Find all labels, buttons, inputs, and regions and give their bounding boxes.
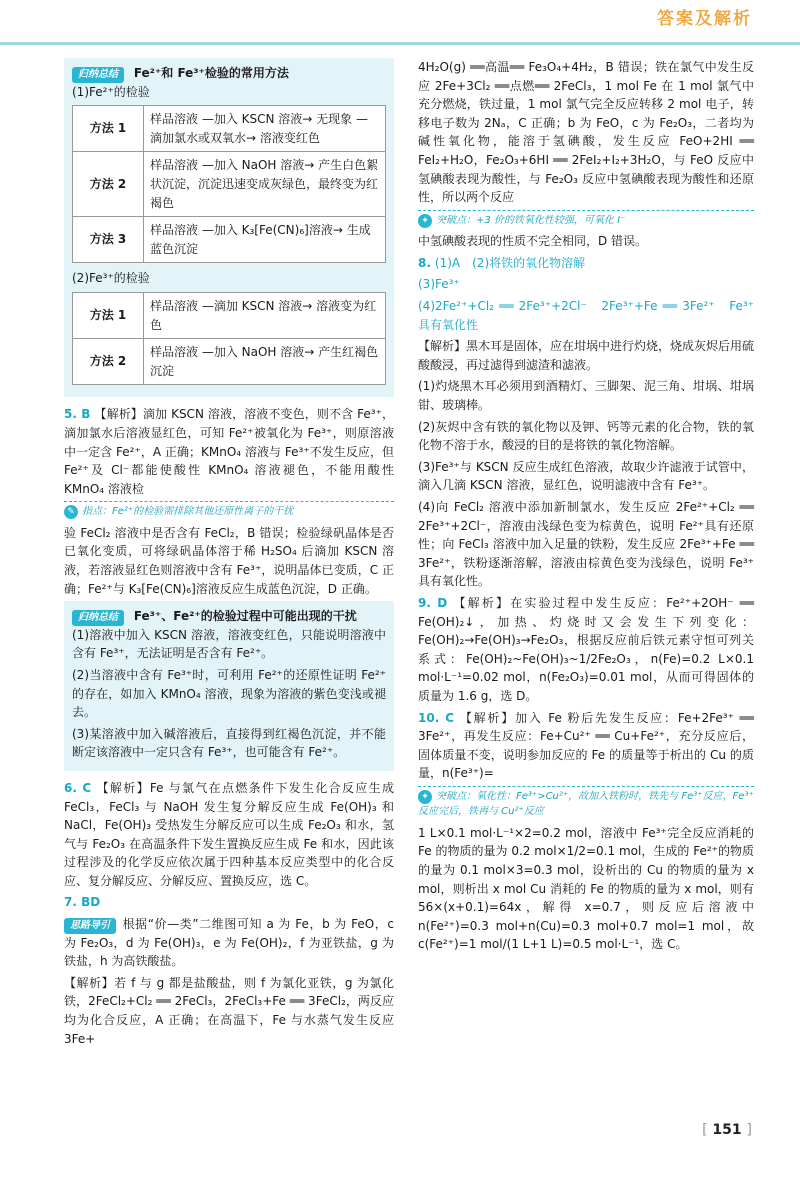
table-row: [73, 217, 386, 263]
q6-number: 6. C: [64, 780, 92, 795]
q7-analysis: 【解析】若 f 与 g 都是盐酸盐，则 f 为氯化亚铁，g 为氯化铁，2FeCl₂+Cl₂ ══ 2FeCl₃，2FeCl₃+Fe ══ 3FeCl₂，两反应均为化合反应，A 正确；在高温下，Fe 与水蒸气发生反应 3Fe+: [64, 975, 394, 1046]
question-10: [418, 709, 754, 955]
list-item: (3)某溶液中加入碱溶液后，直接得到红褐色沉淀，并不能断定该溶液中一定只含有 Fe³⁺，也可能含有 Fe²⁺。: [72, 726, 386, 760]
question-7-continued: [418, 58, 754, 251]
question-6: [64, 779, 394, 891]
q10-number: 10. C: [418, 710, 455, 725]
q8-number: 8.: [418, 255, 431, 270]
q9-number: 9. D: [418, 595, 448, 610]
q7-number: 7. BD: [64, 895, 101, 910]
list-item: (2)当溶液中含有 Fe³⁺时，可利用 Fe²⁺的还原性证明 Fe²⁺的存在，如加入 KMnO₄ 溶液，现象为溶液的紫色变浅或褪去。: [72, 667, 386, 720]
fe2-method-table: [72, 105, 386, 263]
list-item: (1)溶液中加入 KSCN 溶液，溶液变红色，只能说明溶液中含有 Fe³⁺，无法证明是否含有 Fe²⁺。: [72, 627, 386, 661]
right-column: [418, 58, 754, 957]
method-text: 样品溶液 —滴加 KSCN 溶液→ 溶液变为红色: [144, 292, 386, 338]
question-9: [418, 594, 754, 706]
q5-number: 5. B: [64, 407, 91, 422]
fe3-method-table: [72, 292, 386, 385]
fe2-heading: (1)Fe²⁺的检验: [72, 84, 150, 99]
method-label: 方法 2: [73, 152, 144, 217]
page-number: [702, 1120, 752, 1142]
summary-box-2: [64, 601, 394, 771]
method-text: 样品溶液 —加入 K₃[Fe(CN)₆]溶液→ 生成蓝色沉淀: [144, 217, 386, 263]
pointer-icon: ✎: [64, 505, 78, 519]
q7-guide: 根据“价—类”二维图可知 a 为 Fe，b 为 FeO，c 为 Fe₂O₃，d 为 Fe(OH)₃，e 为 Fe(OH)₂，f 为亚铁盐，g 为铁盐，h 为高铁酸盐。: [64, 917, 394, 969]
q6-analysis: 【解析】Fe 与氯气在点燃条件下发生化合反应生成 FeCl₃，FeCl₃ 与 NaOH 发生复分解反应生成 Fe(OH)₃ 和 NaCl，Fe(OH)₃ 受热发生分解反应可以生成 Fe₂O₃ 和水，氢气与 Fe₂O₃ 在高温条件下发生置换反应生成 Fe 和水，因此该过程涉及的化学反应依次属于四种基本反应类型中的化合反应、复分解反应、分解反应、置换反应，选 C。: [64, 780, 394, 888]
q8-answer-3: (4)2Fe²⁺+Cl₂ ══ 2Fe³⁺+2Cl⁻ 2Fe³⁺+Fe ══ 3Fe²⁺ Fe³⁺具有氧化性: [418, 299, 754, 332]
q7-cont-2: 中氢碘酸表现的性质不完全相同，D 错误。: [418, 234, 648, 249]
breakthrough-icon: ✦: [418, 214, 432, 228]
q5-analysis-1: 【解析】滴加 KSCN 溶液，溶液不变色，则不含 Fe³⁺，滴加氯水后溶液显红色，可知 Fe²⁺被氧化为 Fe³⁺，则原溶液中一定含 Fe²⁺，A 正确；KMnO₄ 溶液与 Fe³⁺不发生反应，但 Fe²⁺及 Cl⁻都能使酸性 KMnO₄ 溶液褪色，不能用酸性 KMnO₄ 溶液检: [64, 407, 395, 496]
q10-analysis-1: 【解析】加入 Fe 粉后先发生反应：Fe+2Fe³⁺ ══ 3Fe²⁺，再发生反应：Fe+Cu²⁺ ══ Cu+Fe²⁺，充分反应后，固体质量不变，说明参加反应的 Fe 的质量等于析出的 Cu 的质量，n(Fe³⁺)=: [418, 710, 754, 781]
q5-note: [64, 501, 394, 520]
method-label: 方法 2: [73, 339, 144, 385]
method-text: 样品溶液 —加入 NaOH 溶液→ 产生白色絮状沉淀，沉淀迅速变成灰绿色，最终变为红褐色: [144, 152, 386, 217]
method-label: 方法 3: [73, 217, 144, 263]
summary-title: Fe²⁺和 Fe³⁺检验的常用方法: [133, 66, 289, 80]
method-text: 样品溶液 —加入 NaOH 溶液→ 产生红褐色沉淀: [144, 339, 386, 385]
bracket-right-icon: ]: [746, 1122, 752, 1138]
q5-note-text: 指点：Fe²⁺的检验需排除其他还原性离子的干扰: [82, 506, 294, 518]
q8-paragraph: (3)Fe³⁺与 KSCN 反应生成红色溶液，故取少许滤液于试管中，滴入几滴 KSCN 溶液，显红色，说明滤液中含有 Fe³⁺。: [418, 459, 754, 493]
summary-tag: 归纳总结: [72, 67, 124, 83]
guide-tag: 思路导引: [64, 918, 116, 934]
q8-paragraph: 【解析】黑木耳是固体，应在坩埚中进行灼烧，烧成灰烬后用硫酸酸浸，再过滤得到滤渣和滤液。: [418, 339, 755, 372]
header-divider: [0, 42, 800, 45]
table-row: [73, 106, 386, 152]
question-7: [64, 893, 394, 1048]
q8-paragraph: (4)向 FeCl₂ 溶液中添加新制氯水，发生反应 2Fe²⁺+Cl₂ ══ 2Fe³⁺+2Cl⁻，溶液由浅绿色变为棕黄色，说明 Fe²⁺具有还原性；向 FeCl₃ 溶液中加入足量的铁粉，发生反应 2Fe³⁺+Fe ══ 3Fe²⁺，铁粉逐渐溶解，溶液由棕黄色变为浅绿色，说明 Fe³⁺具有氧化性。: [418, 499, 754, 589]
fe3-heading: (2)Fe³⁺的检验: [72, 271, 150, 286]
q5-analysis-2: 验 FeCl₂ 溶液中是否含有 FeCl₂，B 错误；检验绿矾晶体是否已氧化变质，可将绿矾晶体溶于稀 H₂SO₄ 后滴加 KSCN 溶液，若溶液显红色则溶液中含有 Fe³⁺，说明晶体已变质，C 正确；Fe²⁺与 K₃[Fe(CN)₆]溶液反应生成蓝色沉淀，D 正确。: [64, 525, 394, 596]
header-title: 答案及解析: [657, 9, 752, 29]
q10-note-text: 突破点：氧化性：Fe³⁺>Cu²⁺，故加入铁粉时，铁先与 Fe³⁺反应，Fe³⁺反应完后，铁再与 Cu²⁺反应: [418, 790, 754, 818]
breakthrough-icon: ✦: [418, 790, 432, 804]
method-label: 方法 1: [73, 106, 144, 152]
q8-answer-2: (3)Fe³⁺: [418, 277, 460, 292]
q8-paragraph: (2)灰烬中含有铁的氧化物以及钾、钙等元素的化合物，铁的氧化物不溶于水，酸浸的目的是将铁的氧化物溶解。: [418, 419, 754, 453]
q7-cont-1: 4H₂O(g) ══高温══ Fe₃O₄+4H₂，B 错误；铁在氯气中发生反应 2Fe+3Cl₂ ══点燃══ 2FeCl₃，1 mol Fe 在 1 mol 氯气中充分燃烧，铁过量，1 mol 氯气完全反应转移 2 mol 电子，转移电子数为 2Nₐ，C 正确；b 为 FeO，c 为 Fe₂O₃，二者均为碱性氧化物，能溶于氢碘酸，发生反应 FeO+2HI ══ FeI₂+H₂O，Fe₂O₃+6HI ══ 2FeI₂+I₂+3H₂O，与 FeO 反应中氢碘酸表现为酸性，与 Fe₂O₃ 反应中氢碘酸表现为酸性和还原性，所以两个反应: [418, 60, 754, 205]
q9-analysis: 【解析】在实验过程中发生反应：Fe²⁺+2OH⁻ ══ Fe(OH)₂↓，加热、灼烧时又会发生下列变化：Fe(OH)₂→Fe(OH)₃→Fe₂O₃，根据反应前后铁元素守恒可列关系式：Fe(OH)₂~Fe(OH)₃~1/2Fe₂O₃，n(Fe)=0.2 L×0.1 mol·L⁻¹=0.02 mol，n(Fe₂O₃)=0.01 mol，从而可得固体的质量为 1.6 g，选 D。: [418, 595, 755, 703]
question-8: [418, 254, 754, 591]
q8-paragraph: (1)灼烧黑木耳必须用到酒精灯、三脚架、泥三角、坩埚、坩埚钳、玻璃棒。: [418, 379, 754, 412]
q7-note: [418, 210, 754, 229]
q10-analysis-2: 1 L×0.1 mol·L⁻¹×2=0.2 mol，溶液中 Fe³⁺完全反应消耗的 Fe 的物质的量为 0.2 mol×1/2=0.1 mol，生成的 Fe²⁺的物质的量为 0.1 mol×3=0.3 mol，设析出的 Cu 的物质的量为 x mol，则析出 x mol Cu 消耗的 Fe 的物质的量为 x mol，则有 56×(x+0.1)=64x，解得 x=0.7，则反应后溶液中 n(Fe²⁺)=0.3 mol+n(Cu)=0.3 mol+0.7 mol=1 mol，故 c(Fe²⁺)=1 mol/(1 L+1 L)=0.5 mol·L⁻¹，选 C。: [418, 825, 754, 952]
summary-box-1: [64, 58, 394, 397]
summary-tag: 归纳总结: [72, 610, 124, 626]
q8-answer-1: (1)A (2)将铁的氧化物溶解: [434, 255, 586, 270]
table-row: [73, 339, 386, 385]
q10-note: [418, 786, 754, 820]
method-label: 方法 1: [73, 292, 144, 338]
bracket-left-icon: [: [702, 1122, 708, 1138]
table-row: [73, 152, 386, 217]
table-row: [73, 292, 386, 338]
summary-title: Fe³⁺、Fe²⁺的检验过程中可能出现的干扰: [133, 609, 357, 624]
q7-note-text: 突破点：+3 价的铁氧化性较强，可氧化 I⁻: [436, 214, 626, 226]
method-text: 样品溶液 —加入 KSCN 溶液→ 无现象 —滴加氯水或双氧水→ 溶液变红色: [144, 106, 386, 152]
page-number-value: 151: [712, 1122, 742, 1138]
left-column: [64, 58, 394, 1051]
question-5: [64, 405, 394, 598]
